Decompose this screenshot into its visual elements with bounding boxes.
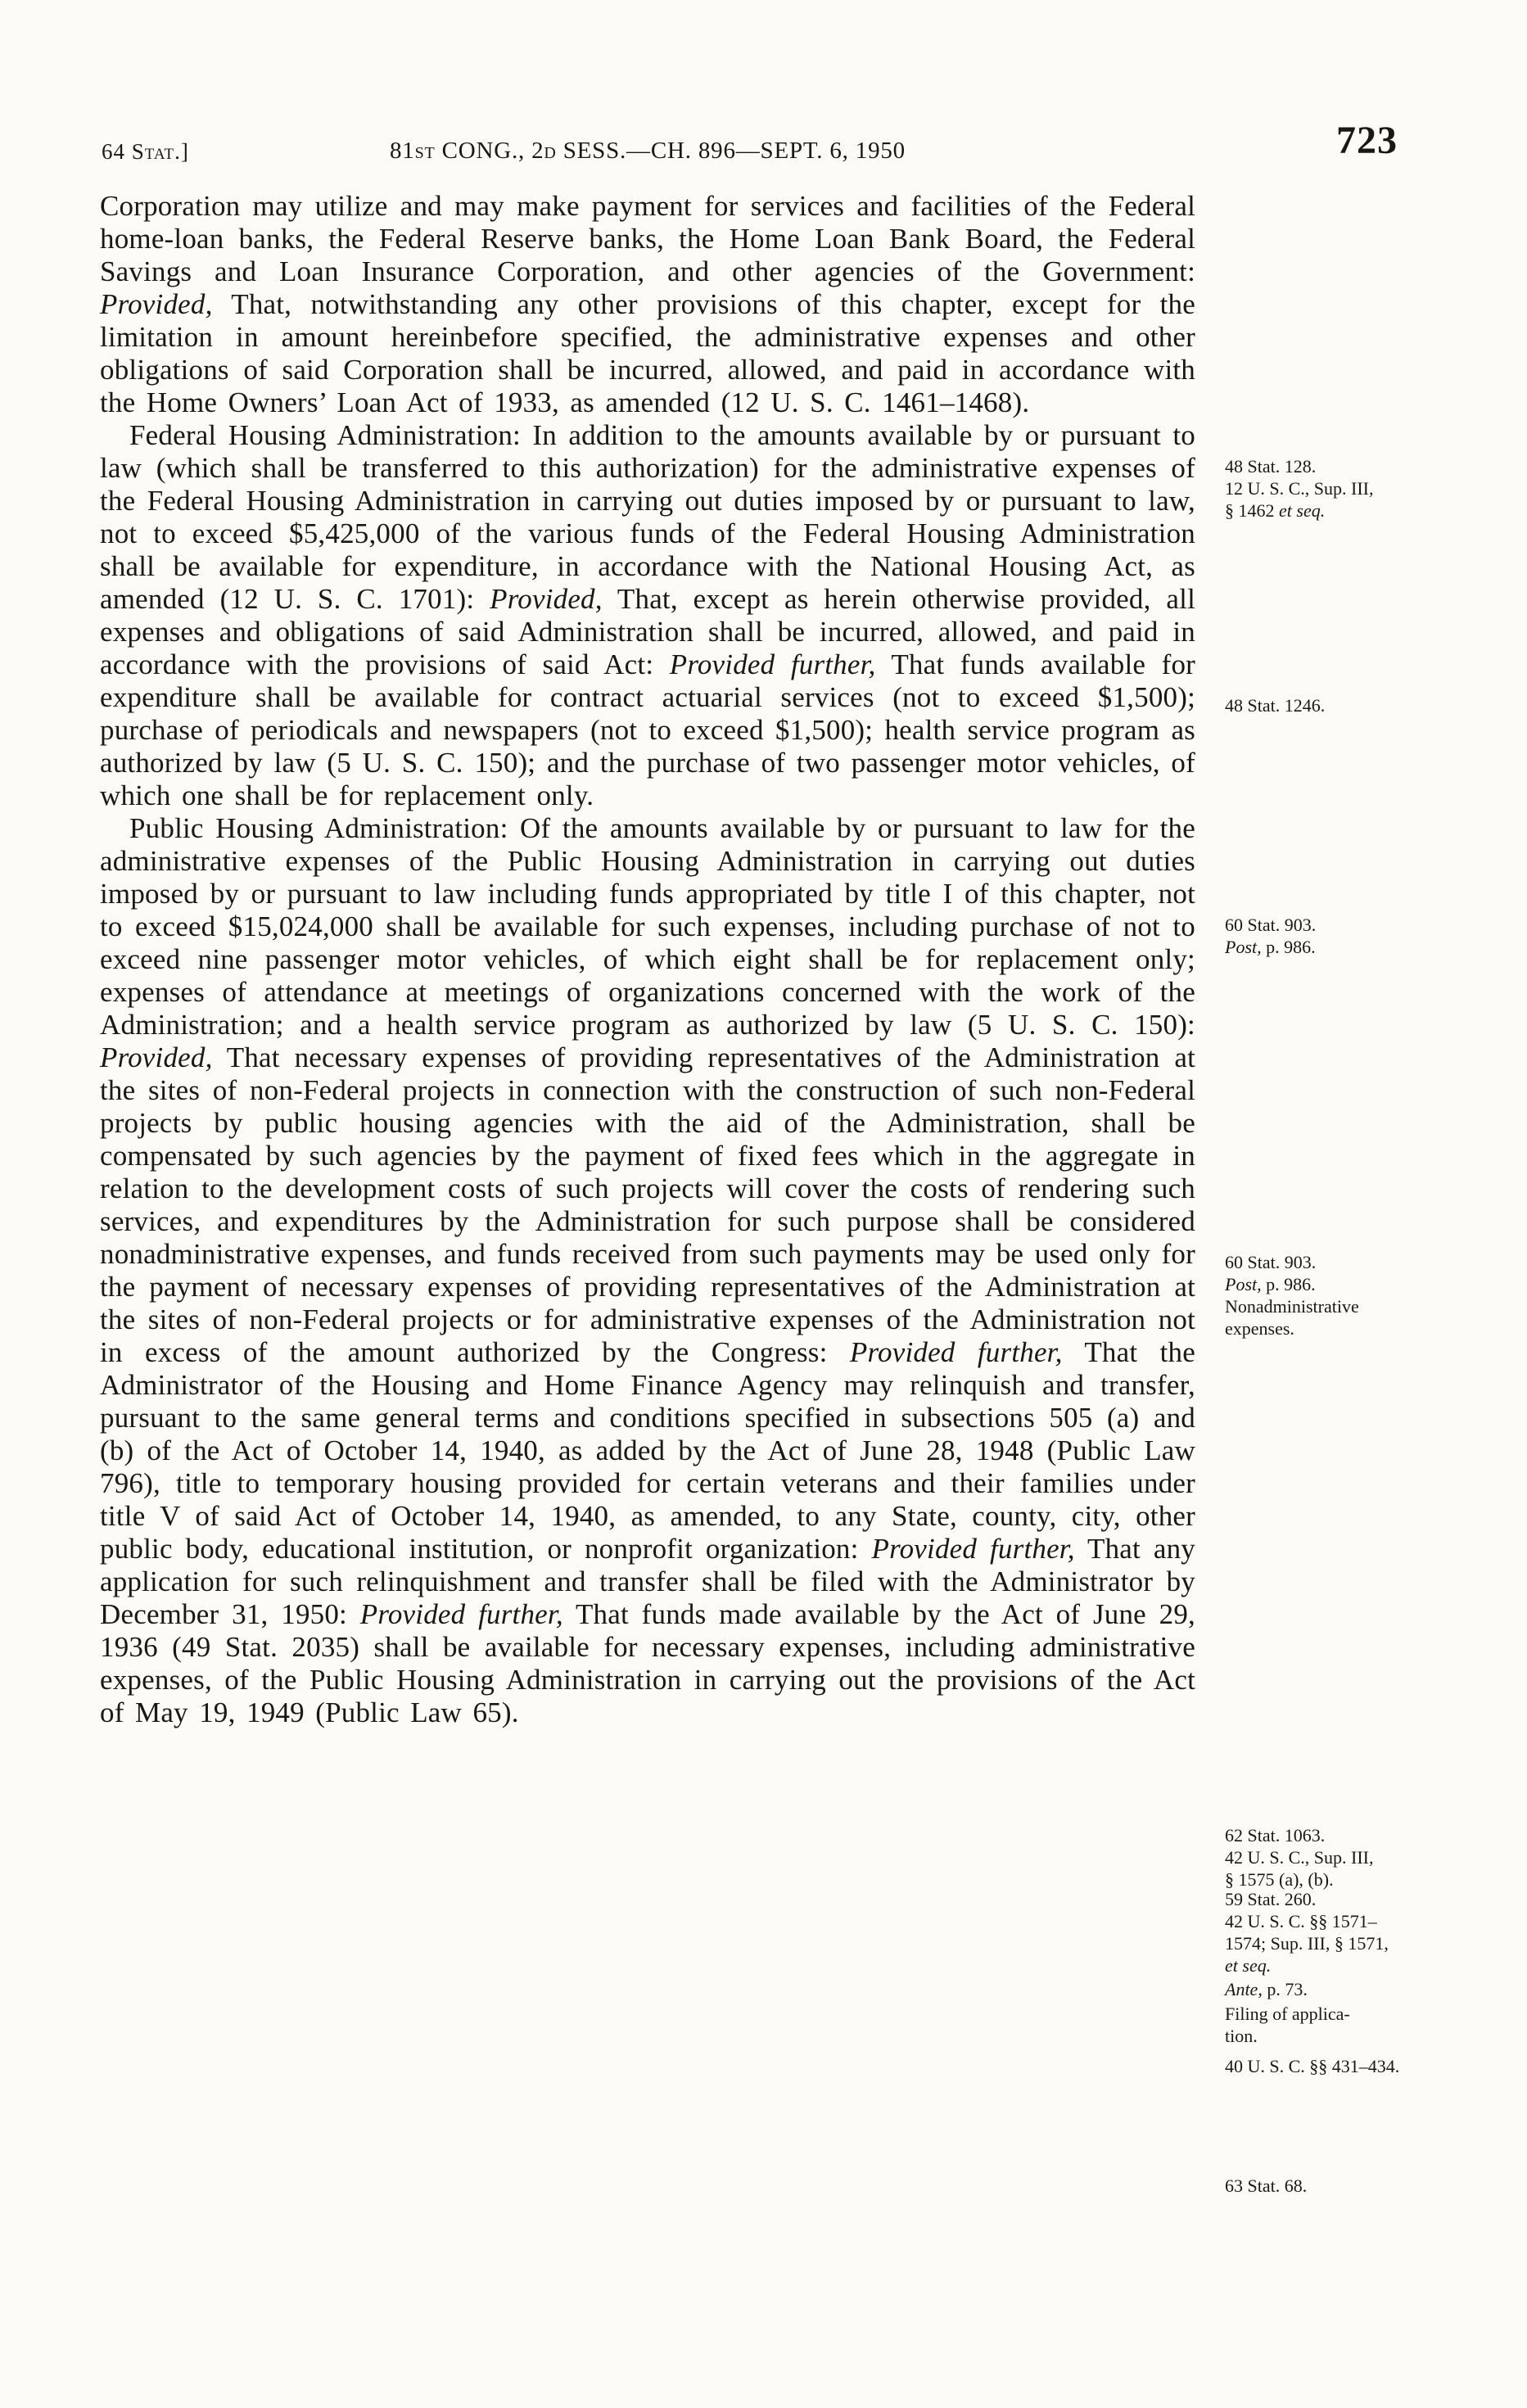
statute-text: That necessary expenses of providing representatives of the Administration at the sites of non-Federal projects in connection with the construction of such non-Federal projects by public housing agencies with the aid of the Administration, shall be compensated by such agencies by the payment of fixed fees which in the aggregate in relation to the development costs of such projects will cover the costs of rendering such services, and expenditures by the Administration for such purpose shall be considered nonadministrative expenses, and funds received from such payments may be used only for the payment of necessary expenses of providing representatives of the Administration at the sites of non-Federal projects or for administrative expenses of the Administration not in excess of the amount authorized by the Congress: bbox=[100, 1041, 1195, 1368]
proviso-italic-text: Provided further, bbox=[669, 648, 876, 680]
statute-text: 12 U. S. C., Sup. III, bbox=[1225, 478, 1374, 499]
statute-text: 42 U. S. C., Sup. III, bbox=[1225, 1847, 1374, 1868]
margin-notes bbox=[1225, 0, 1510, 2408]
statute-text: Filing of applica- bbox=[1225, 2004, 1350, 2024]
proviso-italic-text: Post, bbox=[1225, 1274, 1262, 1294]
statute-text: p. 986. bbox=[1261, 937, 1316, 957]
statute-text: 48 Stat. 1246. bbox=[1225, 695, 1326, 716]
statute-text: That funds available for expenditure shall be available for contract actuarial services (not to exceed $1,500); purchase of periodicals and newspapers (not to exceed $1,500); health service program as authorized by law (5 U. S. C. 150); and the purchase of two passenger motor vehicles, of which one shall be for replacement only. bbox=[100, 648, 1195, 811]
statute-text: 1574; Sup. III, § 1571, bbox=[1225, 1933, 1389, 1954]
margin-note-5 bbox=[1225, 1824, 1510, 1891]
statute-text: 60 Stat. 903. bbox=[1225, 1252, 1317, 1272]
margin-note-1 bbox=[1225, 455, 1510, 522]
margin-note-2 bbox=[1225, 694, 1510, 716]
margin-note-line bbox=[1225, 477, 1510, 499]
running-head-session-chapter: 81st CONG., 2d SESS.—CH. 896—SEPT. 6, 1950 bbox=[390, 138, 906, 164]
statute-text: p. 986. bbox=[1261, 1274, 1316, 1294]
margin-note-line bbox=[1225, 2055, 1510, 2077]
proviso-italic-text: Provided, bbox=[100, 288, 213, 320]
margin-note-line bbox=[1225, 936, 1510, 958]
body-text bbox=[100, 190, 1195, 1729]
margin-note-line bbox=[1225, 1888, 1510, 1910]
margin-note-line bbox=[1225, 1824, 1510, 1846]
margin-note-line bbox=[1225, 455, 1510, 477]
statute-text: tion. bbox=[1225, 2026, 1258, 2046]
proviso-italic-text: Provided further, bbox=[359, 1598, 563, 1630]
proviso-italic-text: et seq. bbox=[1279, 500, 1326, 521]
margin-note-line bbox=[1225, 1273, 1510, 1295]
proviso-italic-text: Provided further, bbox=[871, 1533, 1075, 1565]
proviso-italic-text: et seq. bbox=[1225, 1955, 1272, 1976]
statute-text: That, notwithstanding any other provisions of this chapter, except for the limitation in amount hereinbefore specified, the administrative expenses and other obligations of said Corporation shall be incurred, allowed, and paid in accordance with the Home Owners’ Loan Act of 1933, as amended (12 U. S. C. 1461–1468). bbox=[100, 288, 1195, 418]
proviso-italic-text: Provided, bbox=[490, 583, 603, 615]
statute-text: 63 Stat. 68. bbox=[1225, 2175, 1308, 2196]
statute-text: That funds made available by the Act of June 29, 1936 (49 Stat. 2035) shall be available for necessary expenses, including administrative expenses, of the Public Housing Administration in carrying out the provisions of the Act of May 19, 1949 (Public Law 65). bbox=[100, 1598, 1196, 1728]
statute-text: 60 Stat. 903. bbox=[1225, 915, 1317, 935]
statute-text: 42 U. S. C. §§ 1571– bbox=[1225, 1911, 1377, 1931]
running-head-volume: 64 Stat.] bbox=[102, 139, 189, 164]
statute-text: That any application for such relinquishment and transfer shall be filed with the Administrator by December 31, 1950: bbox=[100, 1533, 1195, 1630]
page-number: 723 bbox=[1336, 119, 1398, 162]
margin-note-line bbox=[1225, 1846, 1510, 1868]
proviso-italic-text: Ante, bbox=[1225, 1979, 1263, 1999]
margin-note-6 bbox=[1225, 1888, 1510, 1977]
statute-text: 48 Stat. 128. bbox=[1225, 456, 1317, 477]
margin-note-line bbox=[1225, 2025, 1510, 2047]
margin-note-line bbox=[1225, 499, 1510, 522]
statute-text: Nonadministrative bbox=[1225, 1296, 1359, 1317]
margin-note-line bbox=[1225, 1954, 1510, 1977]
statute-text: § 1575 (a), (b). bbox=[1225, 1869, 1334, 1890]
margin-note-line bbox=[1225, 1317, 1510, 1340]
margin-note-line bbox=[1225, 1251, 1510, 1273]
margin-note-7 bbox=[1225, 1978, 1510, 2000]
margin-note-9 bbox=[1225, 2055, 1510, 2077]
margin-note-line bbox=[1225, 1932, 1510, 1954]
statute-text: p. 73. bbox=[1262, 1979, 1308, 1999]
paragraph-3 bbox=[100, 812, 1195, 1729]
margin-note-line bbox=[1225, 694, 1510, 716]
margin-note-line bbox=[1225, 1910, 1510, 1932]
statute-text: 62 Stat. 1063. bbox=[1225, 1825, 1326, 1846]
margin-note-line bbox=[1225, 1295, 1510, 1317]
margin-note-10 bbox=[1225, 2175, 1510, 2197]
statute-text: expenses. bbox=[1225, 1318, 1294, 1339]
margin-note-8 bbox=[1225, 2003, 1510, 2047]
paragraph-2 bbox=[100, 419, 1195, 812]
statute-text: 40 U. S. C. §§ 431–434. bbox=[1225, 2056, 1400, 2076]
statute-text: Corporation may utilize and may make payment for services and facilities of the Federal home-loan banks, the Federal Reserve banks, the Home Loan Bank Board, the Federal Savings and Loan Insurance Corporation, and other agencies of the Government: bbox=[100, 190, 1195, 287]
margin-note-line bbox=[1225, 2175, 1510, 2197]
statute-text: That, except as herein otherwise provided, all expenses and obligations of said Administration shall be incurred, allowed, and paid in accordance with the provisions of said Act: bbox=[100, 583, 1195, 680]
margin-note-line bbox=[1225, 1868, 1510, 1891]
margin-note-line bbox=[1225, 2003, 1510, 2025]
proviso-italic-text: Post, bbox=[1225, 937, 1262, 957]
paragraph-1 bbox=[100, 190, 1195, 419]
statute-text: Public Housing Administration: Of the amounts available by or pursuant to law for the administrative expenses of the Public Housing Administration in carrying out duties imposed by or pursuant to law including funds appropriated by title I of this chapter, not to exceed $15,024,000 shall be available for such expenses, including purchase of not to exceed nine passenger motor vehicles, of which eight shall be for replacement only; expenses of attendance at meetings of organizations concerned with the work of the Administration; and a health service program as authorized by law (5 U. S. C. 150): bbox=[100, 812, 1195, 1041]
proviso-italic-text: Provided, bbox=[100, 1041, 213, 1073]
statute-text: That the Administrator of the Housing and Home Finance Agency may relinquish and transfer, pursuant to the same general terms and conditions specified in subsections 505 (a) and (b) of the Act of October 14, 1940, as added by the Act of June 28, 1948 (Public Law 796), title to temporary housing provided for certain veterans and their families under title V of said Act of October 14, 1940, as amended, to any State, county, city, other public body, educational institution, or nonprofit organization: bbox=[100, 1336, 1195, 1565]
statute-text: Federal Housing Administration: In addition to the amounts available by or pursuant to law (which shall be transferred to this authorization) for the administrative expenses of the Federal Housing Administration in carrying out duties imposed by or pursuant to law, not to exceed $5,425,000 of the various funds of the Federal Housing Administration shall be available for expenditure, in accordance with the National Housing Act, as amended (12 U. S. C. 1701): bbox=[100, 419, 1195, 615]
margin-note-line bbox=[1225, 1978, 1510, 2000]
margin-note-3 bbox=[1225, 914, 1510, 958]
margin-note-4 bbox=[1225, 1251, 1510, 1340]
proviso-italic-text: Provided further, bbox=[849, 1336, 1063, 1368]
margin-note-line bbox=[1225, 914, 1510, 936]
statute-text: § 1462 bbox=[1225, 500, 1279, 521]
statute-text: 59 Stat. 260. bbox=[1225, 1889, 1317, 1909]
